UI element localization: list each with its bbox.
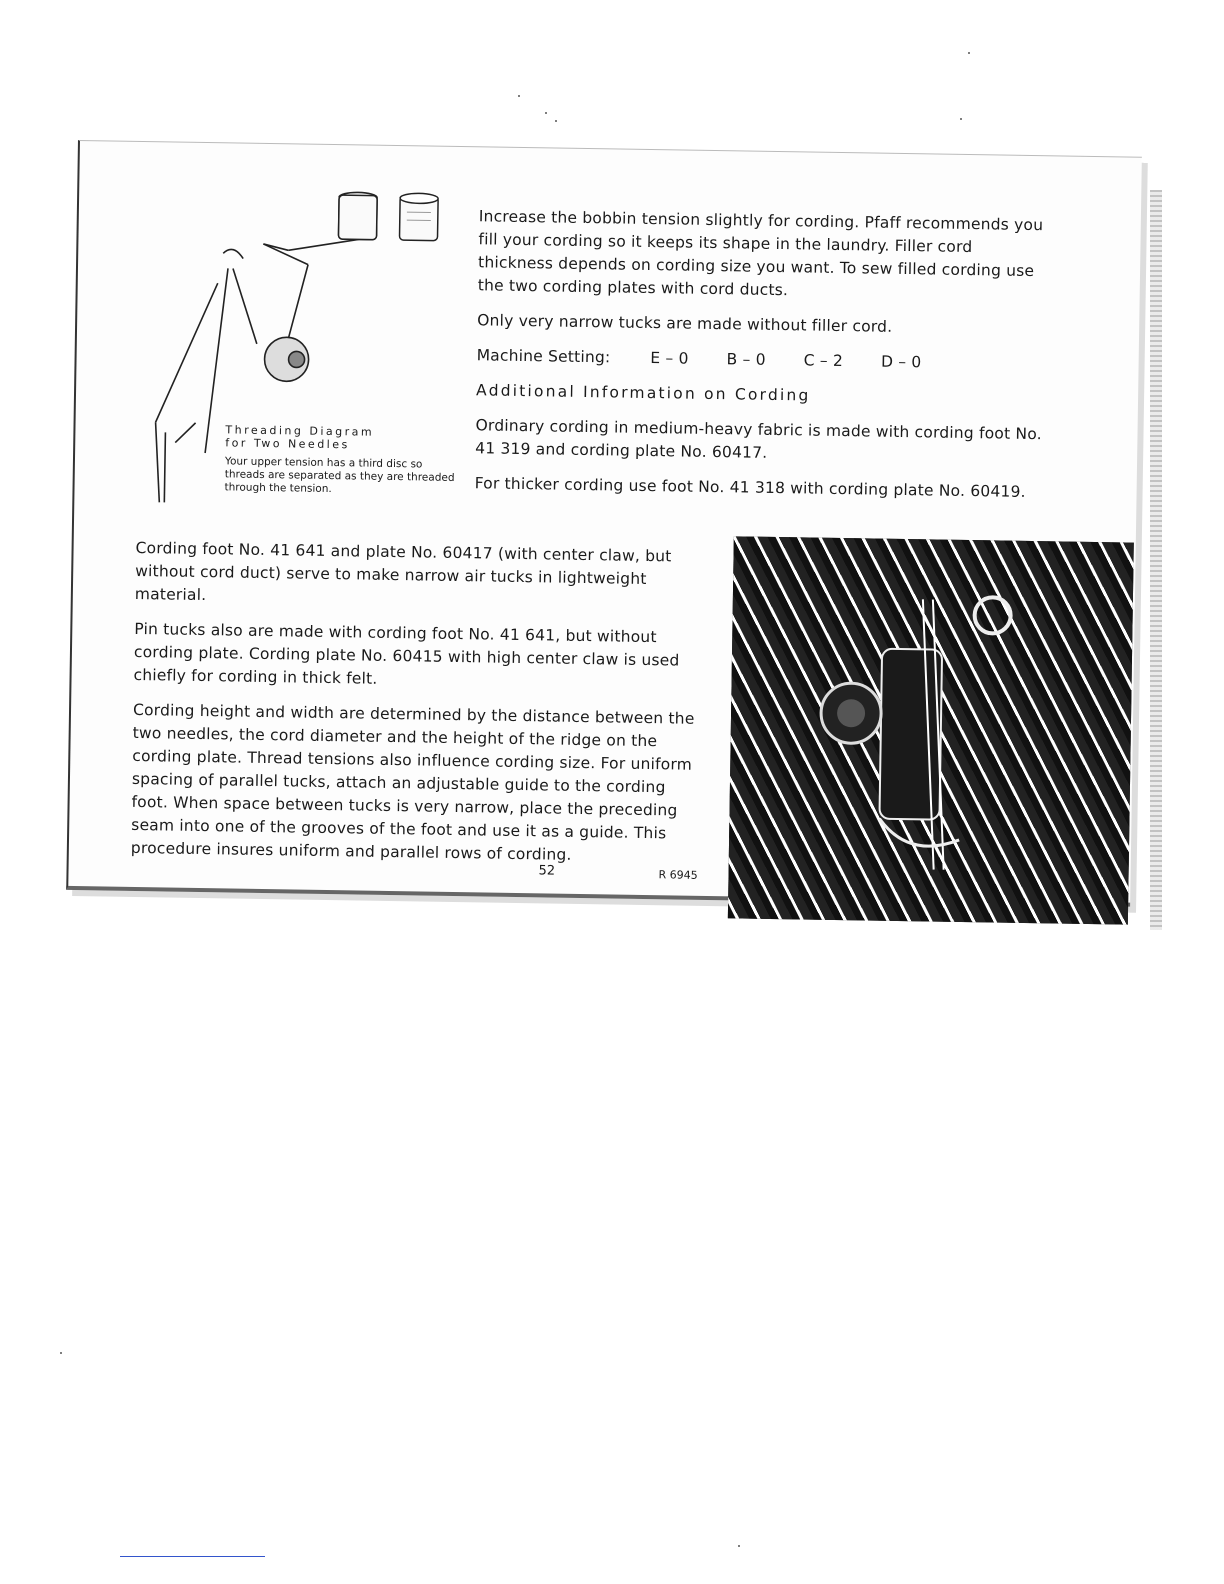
paragraph: Cording foot No. 41 641 and plate No. 60417 (with center claw, but without cord duct) serve to make narrow air tucks in lightweight material. (134, 538, 672, 605)
section-heading: Additional Information on Cording (475, 381, 811, 405)
left-column (131, 537, 711, 881)
manual-page (66, 140, 1142, 907)
diagram-caption (224, 423, 455, 498)
page-number: 52 (538, 863, 556, 879)
scan-speck (60, 1352, 62, 1354)
scan-underline (120, 1556, 265, 1557)
paragraph: Increase the bobbin tension slightly for cording. Pfaff recommends you fill your cording so it keeps its shape in the laundry. Filler cord thickness depends on cording size you want. To sew filled cording use the two cording plates with cord ducts. (477, 207, 1044, 300)
setting-value: C – 2 (803, 351, 844, 371)
spool-icon (396, 192, 441, 245)
setting-value: B – 0 (726, 350, 766, 369)
scan-speck (555, 120, 557, 122)
scan-speck (545, 112, 547, 114)
scan-speck (968, 52, 970, 54)
setting-value: E – 0 (650, 349, 689, 368)
caption-title: Threading Diagram (225, 423, 375, 439)
paragraph: For thicker cording use foot No. 41 318 with cording plate No. 60419. (474, 474, 1026, 501)
scan-speck (518, 95, 520, 97)
page-edge (1150, 190, 1162, 930)
caption-body: Your upper tension has a third disc so threads are separated as they are threaded through the tension. (224, 455, 455, 496)
machine-settings (476, 344, 1046, 376)
document-code: R 6945 (658, 868, 698, 882)
paragraph: Cording height and width are determined by the distance between the two needles, the cord diameter and the height of the ridge on the cording plate. Thread tensions also influence cording size. For uniform spacing of parallel tucks, attach an adjustable guide to the cording foot. When space between tucks is very narrow, place the preceding seam into one of the grooves of the foot and use it as a guide. This procedure insures uniform and parallel rows of cording. (130, 700, 695, 864)
setting-value: D – 0 (880, 352, 922, 372)
caption-subtitle: for Two Needles (225, 436, 350, 452)
paragraph: Ordinary cording in medium-heavy fabric is made with cording foot No. 41 319 and cording plate No. 60417. (475, 416, 1042, 462)
cording-foot-photo (728, 536, 1134, 924)
paragraph: Only very narrow tucks are made without filler cord. (477, 311, 893, 336)
right-column (474, 205, 1049, 516)
presser-foot-illustration (728, 536, 1134, 924)
scan-speck (960, 118, 962, 120)
scan-speck (738, 1545, 740, 1547)
paragraph: Pin tucks also are made with cording foot No. 41 641, but without cording plate. Cording plate No. 60415 with high center claw is used chiefly for cording in thick felt. (133, 619, 680, 688)
machine-setting-label: Machine Setting: (476, 346, 611, 367)
